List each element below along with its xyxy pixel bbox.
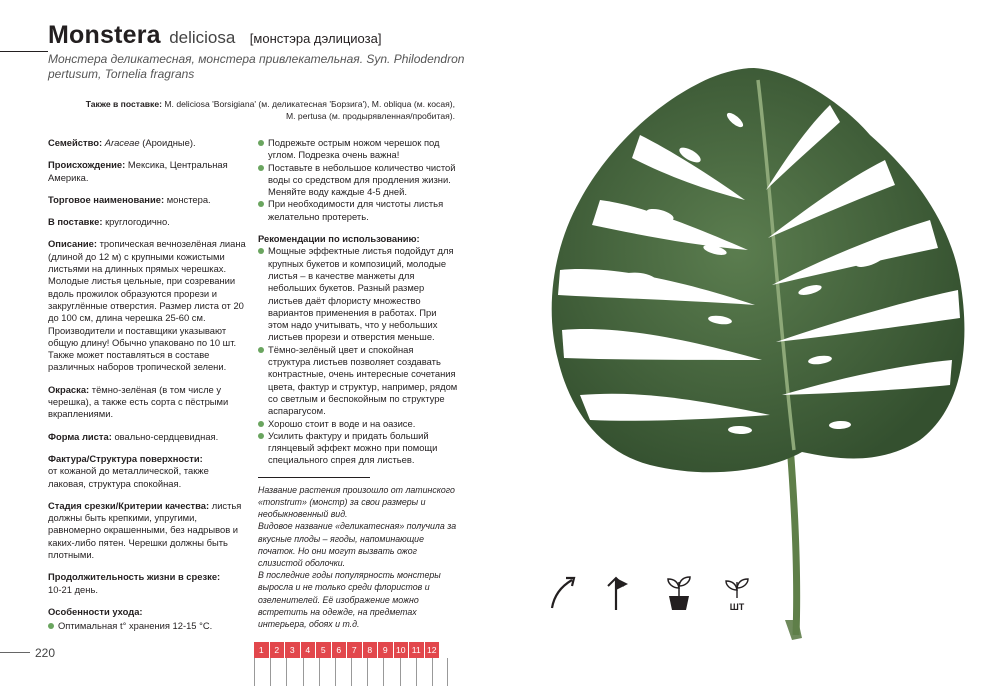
pieces-caption: ШТ — [729, 602, 745, 612]
family-field — [48, 137, 248, 149]
also-available-line2: M. pertusa (м. продырявленная/пробитая). — [285, 111, 455, 121]
right-column — [258, 137, 458, 630]
month-cell: 6 — [332, 642, 348, 658]
list-item: Тёмно-зелёный цвет и спокойная структура листьев позволяет создавать контрастные, очень интересные сочетания цвета, фактур и структур, например, рядом со светлым и беспокойным по структуре аспарагусом. — [258, 344, 458, 418]
month-cell: 4 — [301, 642, 317, 658]
trade-value: монстера. — [166, 193, 211, 205]
life-value: 10-21 день. — [48, 583, 98, 595]
trade-name-field — [48, 194, 248, 206]
note-paragraph: Название растения произошло от латинского «monstrum» (монстр) за свои размеры и необыкновенный вид. — [258, 484, 455, 520]
life-label: Продолжительность жизни в срезке: — [48, 571, 221, 583]
texture-value: от кожаной до металлической, также лаковая, структура спокойная. — [48, 465, 209, 489]
care-field — [48, 606, 248, 618]
description-field — [48, 238, 248, 373]
usage-field — [258, 233, 458, 245]
month-cell: 7 — [347, 642, 363, 658]
stage-value: листья должны быть крепкими, упругими, равномерно окрашенными, без надрывов и каких-либо пятен. Черешки должны быть плотными. — [48, 499, 242, 561]
month-cell: 5 — [316, 642, 332, 658]
list-item: Усилить фактуру и придать больший глянцевый эффект можно при помощи специального спрея для листьев. — [258, 430, 458, 467]
month-cell: 8 — [363, 642, 379, 658]
list-item: Хорошо стоит в воде и на оазисе. — [258, 418, 458, 430]
supply-value: круглогодично. — [105, 216, 170, 228]
note-paragraph: Видовое название «деликатесная» получила за вкусные плоды – ягоды, напоминающие початок. Но они могут вызвать ожог слизистой оболочки. — [258, 521, 457, 568]
color-label: Окраска: — [48, 383, 90, 395]
supply-label: В поставке: — [48, 216, 103, 228]
color-value: тёмно-зелёная (в том числе у черешка), а также есть сорта с пёстрыми вкраплениями. — [48, 383, 229, 420]
left-column — [48, 137, 248, 633]
month-grid — [254, 658, 448, 686]
stage-label: Стадия срезки/Критерии качества: — [48, 499, 210, 511]
origin-label: Происхождение: — [48, 159, 126, 171]
family-label: Семейство: — [48, 137, 103, 148]
usage-label: Рекомендации по использованию: — [258, 233, 420, 245]
list-item: Оптимальная t° хранения 12-15 °С. — [48, 620, 248, 632]
shape-field — [48, 431, 248, 443]
also-available-line1: M. deliciosa 'Borsigiana' (м. деликатесная 'Борзига'), M. obliqua (м. косая), — [164, 99, 455, 109]
care-list-left — [48, 620, 248, 632]
list-item: Мощные эффектные листья подойдут для крупных букетов и композиций, молодые листья – в качестве манжеты для небольших букетов. Разный размер листьев даёт флористу множество вариантов применения в работах. При этом надо учитывать, что у небольших листьев прорези и отверстия меньше. — [258, 245, 458, 343]
trade-label: Торговое наименование: — [48, 193, 165, 205]
usage-list — [258, 245, 458, 466]
month-cell: 10 — [394, 642, 410, 658]
month-cell: 2 — [270, 642, 286, 658]
list-item: Подрежьте острым ножом черешок под углом. Подрезка очень важна! — [258, 137, 458, 162]
page-number-rule — [0, 652, 30, 653]
species-name: deliciosa — [169, 28, 236, 47]
list-item: Поставьте в небольшое количество чистой воды со средством для продления жизни. Меняйте воду каждые 4-5 дней. — [258, 162, 458, 199]
note-paragraph: В последние годы популярность монстеры выросла и не только среди флористов и озеленителей. Её изображение можно встретить на одежде, на предметах интерьера, обоях и т.д. — [258, 570, 441, 629]
description-label: Описание: — [48, 238, 98, 250]
common-names: Монстера деликатесная, монстера привлекательная. Syn. Philodendron pertusum, Tornelia fragrans — [48, 52, 465, 81]
month-cell: 12 — [425, 642, 441, 658]
texture-label: Фактура/Структура поверхности: — [48, 452, 203, 464]
pronunciation: [монстэра дэлициоза] — [249, 31, 382, 46]
month-bar — [254, 642, 440, 658]
etymology-note — [258, 484, 458, 630]
shape-value: овально-сердцевидная. — [114, 430, 219, 442]
also-available — [60, 98, 455, 122]
life-field — [48, 571, 248, 596]
month-cell: 3 — [285, 642, 301, 658]
stage-field — [48, 500, 248, 561]
origin-value: Мексика, Центральная Америка. — [48, 159, 228, 183]
list-item: При необходимости для чистоты листья желательно протереть. — [258, 198, 458, 223]
month-cell: 11 — [409, 642, 425, 658]
description-value: тропическая вечнозелёная лиана (длиной до 12 м) с крупными кожистыми листьями на длинных прямых черешках. Молодые листья цельные, при созревании вдоль прожилок образуются прорези и закруглённые отверстия. Размер листа от 20 до 100 см, длина черешка 25-60 см. Производители и поставщики указывают общую длину! Обычно упаковано по 10 шт. Также может поставляться в составе различных наборов тропической зелени. — [48, 238, 246, 373]
monstera-leaf-illustration — [540, 60, 980, 645]
shape-label: Форма листа: — [48, 430, 112, 442]
care-label: Особенности ухода: — [48, 605, 143, 617]
page-title — [48, 21, 381, 50]
genus-name: Monstera — [48, 21, 161, 49]
origin-field — [48, 159, 248, 184]
note-divider — [258, 477, 370, 478]
family-value: (Ароидные). — [142, 137, 196, 148]
page-number: 220 — [35, 646, 56, 660]
family-latin: Araceae — [104, 137, 140, 148]
supply-field — [48, 216, 248, 228]
care-list-right — [258, 137, 458, 223]
month-cell: 9 — [378, 642, 394, 658]
month-cell: 1 — [254, 642, 270, 658]
also-available-label: Также в поставке: — [85, 99, 162, 109]
texture-field — [48, 453, 248, 490]
color-field — [48, 384, 248, 421]
title-rule — [0, 51, 48, 52]
